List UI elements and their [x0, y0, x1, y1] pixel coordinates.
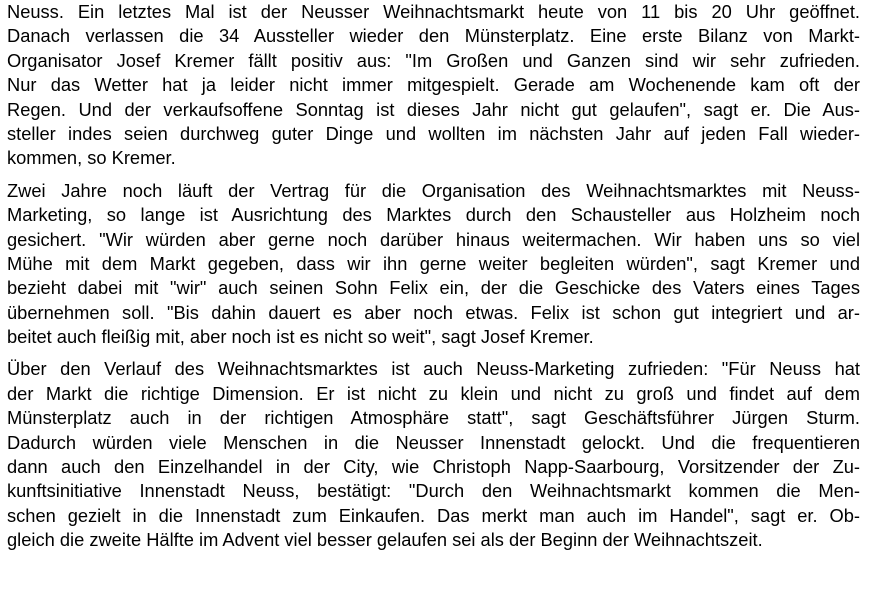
text-line: Marketing, so lange ist Ausrichtung des Marktes durch den Schausteller aus Holzheim noch	[7, 204, 860, 226]
paragraph-3	[7, 357, 860, 552]
text-line: kunftsinitiative Innenstadt Neuss, bestätigt: "Durch den Weihnachtsmarkt kommen die Men-	[7, 480, 860, 502]
text-line: Nur das Wetter hat ja leider nicht immer mitgespielt. Gerade am Wochenende kam oft der	[7, 74, 860, 96]
text-line: dann auch den Einzelhandel in der City, wie Christoph Napp-Saarbourg, Vorsitzender der Zu-	[7, 456, 860, 478]
text-line: gesichert. "Wir würden aber gerne noch darüber hinaus weitermachen. Wir haben uns so viel	[7, 228, 860, 250]
text-line: steller indes seien durchweg guter Dinge und wollten im nächsten Jahr auf jeden Fall wieder-	[7, 122, 860, 144]
text-line: übernehmen soll. "Bis dahin dauert es aber noch etwas. Felix ist schon gut integriert und ar-	[7, 301, 860, 323]
text-line: Mühe mit dem Markt gegeben, dass wir ihn gerne weiter begleiten würden", sagt Kremer und	[7, 252, 860, 274]
text-line: Neuss. Ein letztes Mal ist der Neusser Weihnachtsmarkt heute von 11 bis 20 Uhr geöffnet.	[7, 1, 860, 22]
text-line: Organisator Josef Kremer fällt positiv aus: "Im Großen und Ganzen sind wir sehr zufrieden.	[7, 49, 860, 71]
text-line: Münsterplatz auch in der richtigen Atmosphäre statt", sagt Geschäftsführer Jürgen Sturm.	[7, 407, 860, 429]
text-line: kommen, so Kremer.	[7, 147, 176, 169]
text-line: Dadurch würden viele Menschen in die Neusser Innenstadt gelockt. Und die frequentieren	[7, 431, 860, 453]
text-line: Regen. Und der verkaufsoffene Sonntag ist dieses Jahr nicht gut gelaufen", sagt er. Die Aus-	[7, 98, 860, 120]
text-line: der Markt die richtige Dimension. Er ist nicht zu klein und nicht zu groß und findet auf dem	[7, 382, 860, 404]
text-line: bezieht dabei mit "wir" auch seinen Sohn Felix ein, der die Geschicke des Vaters eines Tages	[7, 277, 860, 299]
paragraph-1	[7, 0, 860, 171]
text-line: Über den Verlauf des Weihnachtsmarktes ist auch Neuss-Marketing zufrieden: "Für Neuss hat	[7, 358, 860, 380]
text-line: schen gezielt in die Innenstadt zum Einkaufen. Das merkt man auch im Handel", sagt er. Ob-	[7, 504, 860, 526]
paragraph-2	[7, 179, 860, 350]
text-line: Zwei Jahre noch läuft der Vertrag für die Organisation des Weihnachtsmarktes mit Neuss-	[7, 179, 860, 201]
text-line: gleich die zweite Hälfte im Advent viel besser gelaufen sei als der Beginn der Weihnachtszeit.	[7, 529, 763, 551]
text-line: beitet auch fleißig mit, aber noch ist es nicht so weit", sagt Josef Kremer.	[7, 326, 594, 348]
text-line: Danach verlassen die 34 Aussteller wieder den Münsterplatz. Eine erste Bilanz von Markt-	[7, 25, 860, 47]
